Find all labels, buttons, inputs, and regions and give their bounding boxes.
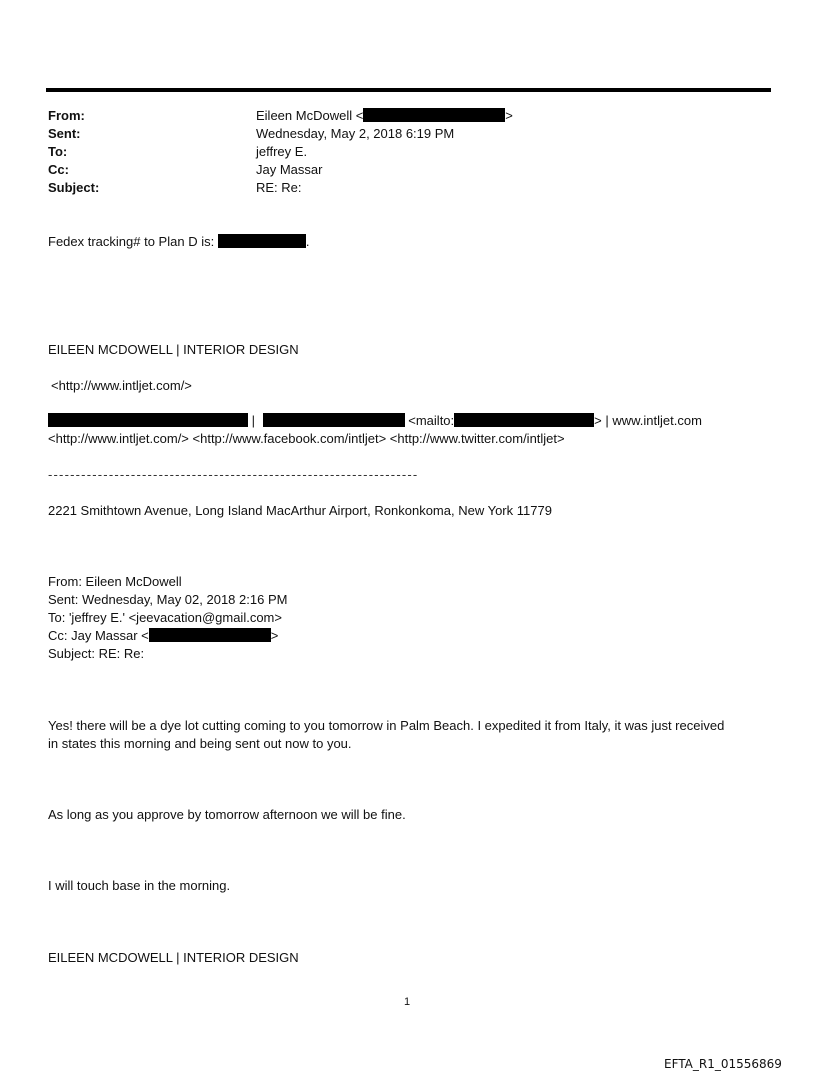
quoted-cc (48, 627, 278, 645)
from-close: > (505, 108, 513, 123)
signature-line: EILEEN MCDOWELL | INTERIOR DESIGN (48, 342, 299, 357)
from-label: From: (48, 108, 85, 123)
subject-label: Subject: (48, 180, 100, 195)
fedex-line (48, 233, 309, 251)
site-link[interactable]: <http://www.intljet.com/> (51, 378, 192, 393)
quoted-paragraph-1-line-1: Yes! there will be a dye lot cutting coming to you tomorrow in Palm Beach. I expedited it from Italy, it was just received (48, 718, 725, 733)
redaction-block (363, 108, 505, 122)
to-value: jeffrey E. (256, 144, 308, 159)
footer-document-id: EFTA_R1_01556869 (664, 1057, 782, 1071)
mailto-text[interactable]: <mailto: (408, 413, 455, 428)
quoted-sent: Sent: Wednesday, May 02, 2018 2:16 PM (48, 592, 288, 607)
quoted-cc-close: > (270, 628, 279, 643)
quoted-cc-text: Cc: Jay Massar < (48, 628, 149, 643)
from-name: Eileen McDowell < (256, 108, 364, 123)
redaction-block (218, 234, 306, 248)
cc-value: Jay Massar (256, 162, 323, 177)
sent-label: Sent: (48, 126, 81, 141)
quoted-paragraph-2: As long as you approve by tomorrow afternoon we will be fine. (48, 807, 406, 822)
address-line: 2221 Smithtown Avenue, Long Island MacArthur Airport, Ronkonkoma, New York 11779 (48, 503, 552, 518)
contact-separator: | (251, 413, 256, 428)
from-value (256, 107, 513, 125)
dashed-separator: ------------------------------------------------------------------- (48, 467, 419, 482)
subject-value: RE: Re: (256, 180, 302, 195)
contact-line (48, 412, 702, 430)
redaction-block (149, 628, 271, 642)
quoted-subject: Subject: RE: Re: (48, 646, 145, 661)
redaction-block (454, 413, 594, 427)
page-number: 1 (404, 996, 411, 1008)
cc-label: Cc: (48, 162, 69, 177)
fedex-text: Fedex tracking# to Plan D is: (48, 234, 215, 249)
contact-tail[interactable]: > | www.intljet.com (594, 413, 702, 428)
redaction-block (263, 413, 405, 427)
quoted-paragraph-3: I will touch base in the morning. (48, 878, 231, 893)
header-rule (46, 88, 771, 92)
sent-value: Wednesday, May 2, 2018 6:19 PM (256, 126, 455, 141)
quoted-to: To: 'jeffrey E.' <jeevacation@gmail.com> (48, 610, 282, 625)
quoted-signature: EILEEN MCDOWELL | INTERIOR DESIGN (48, 950, 299, 965)
quoted-paragraph-1-line-2: in states this morning and being sent out now to you. (48, 736, 352, 751)
quoted-from: From: Eileen McDowell (48, 574, 182, 589)
redaction-block (48, 413, 248, 427)
fedex-end: . (305, 234, 310, 249)
to-label: To: (48, 144, 68, 159)
links-line[interactable]: <http://www.intljet.com/> <http://www.facebook.com/intljet> <http://www.twitter.com/intljet> (48, 431, 565, 446)
